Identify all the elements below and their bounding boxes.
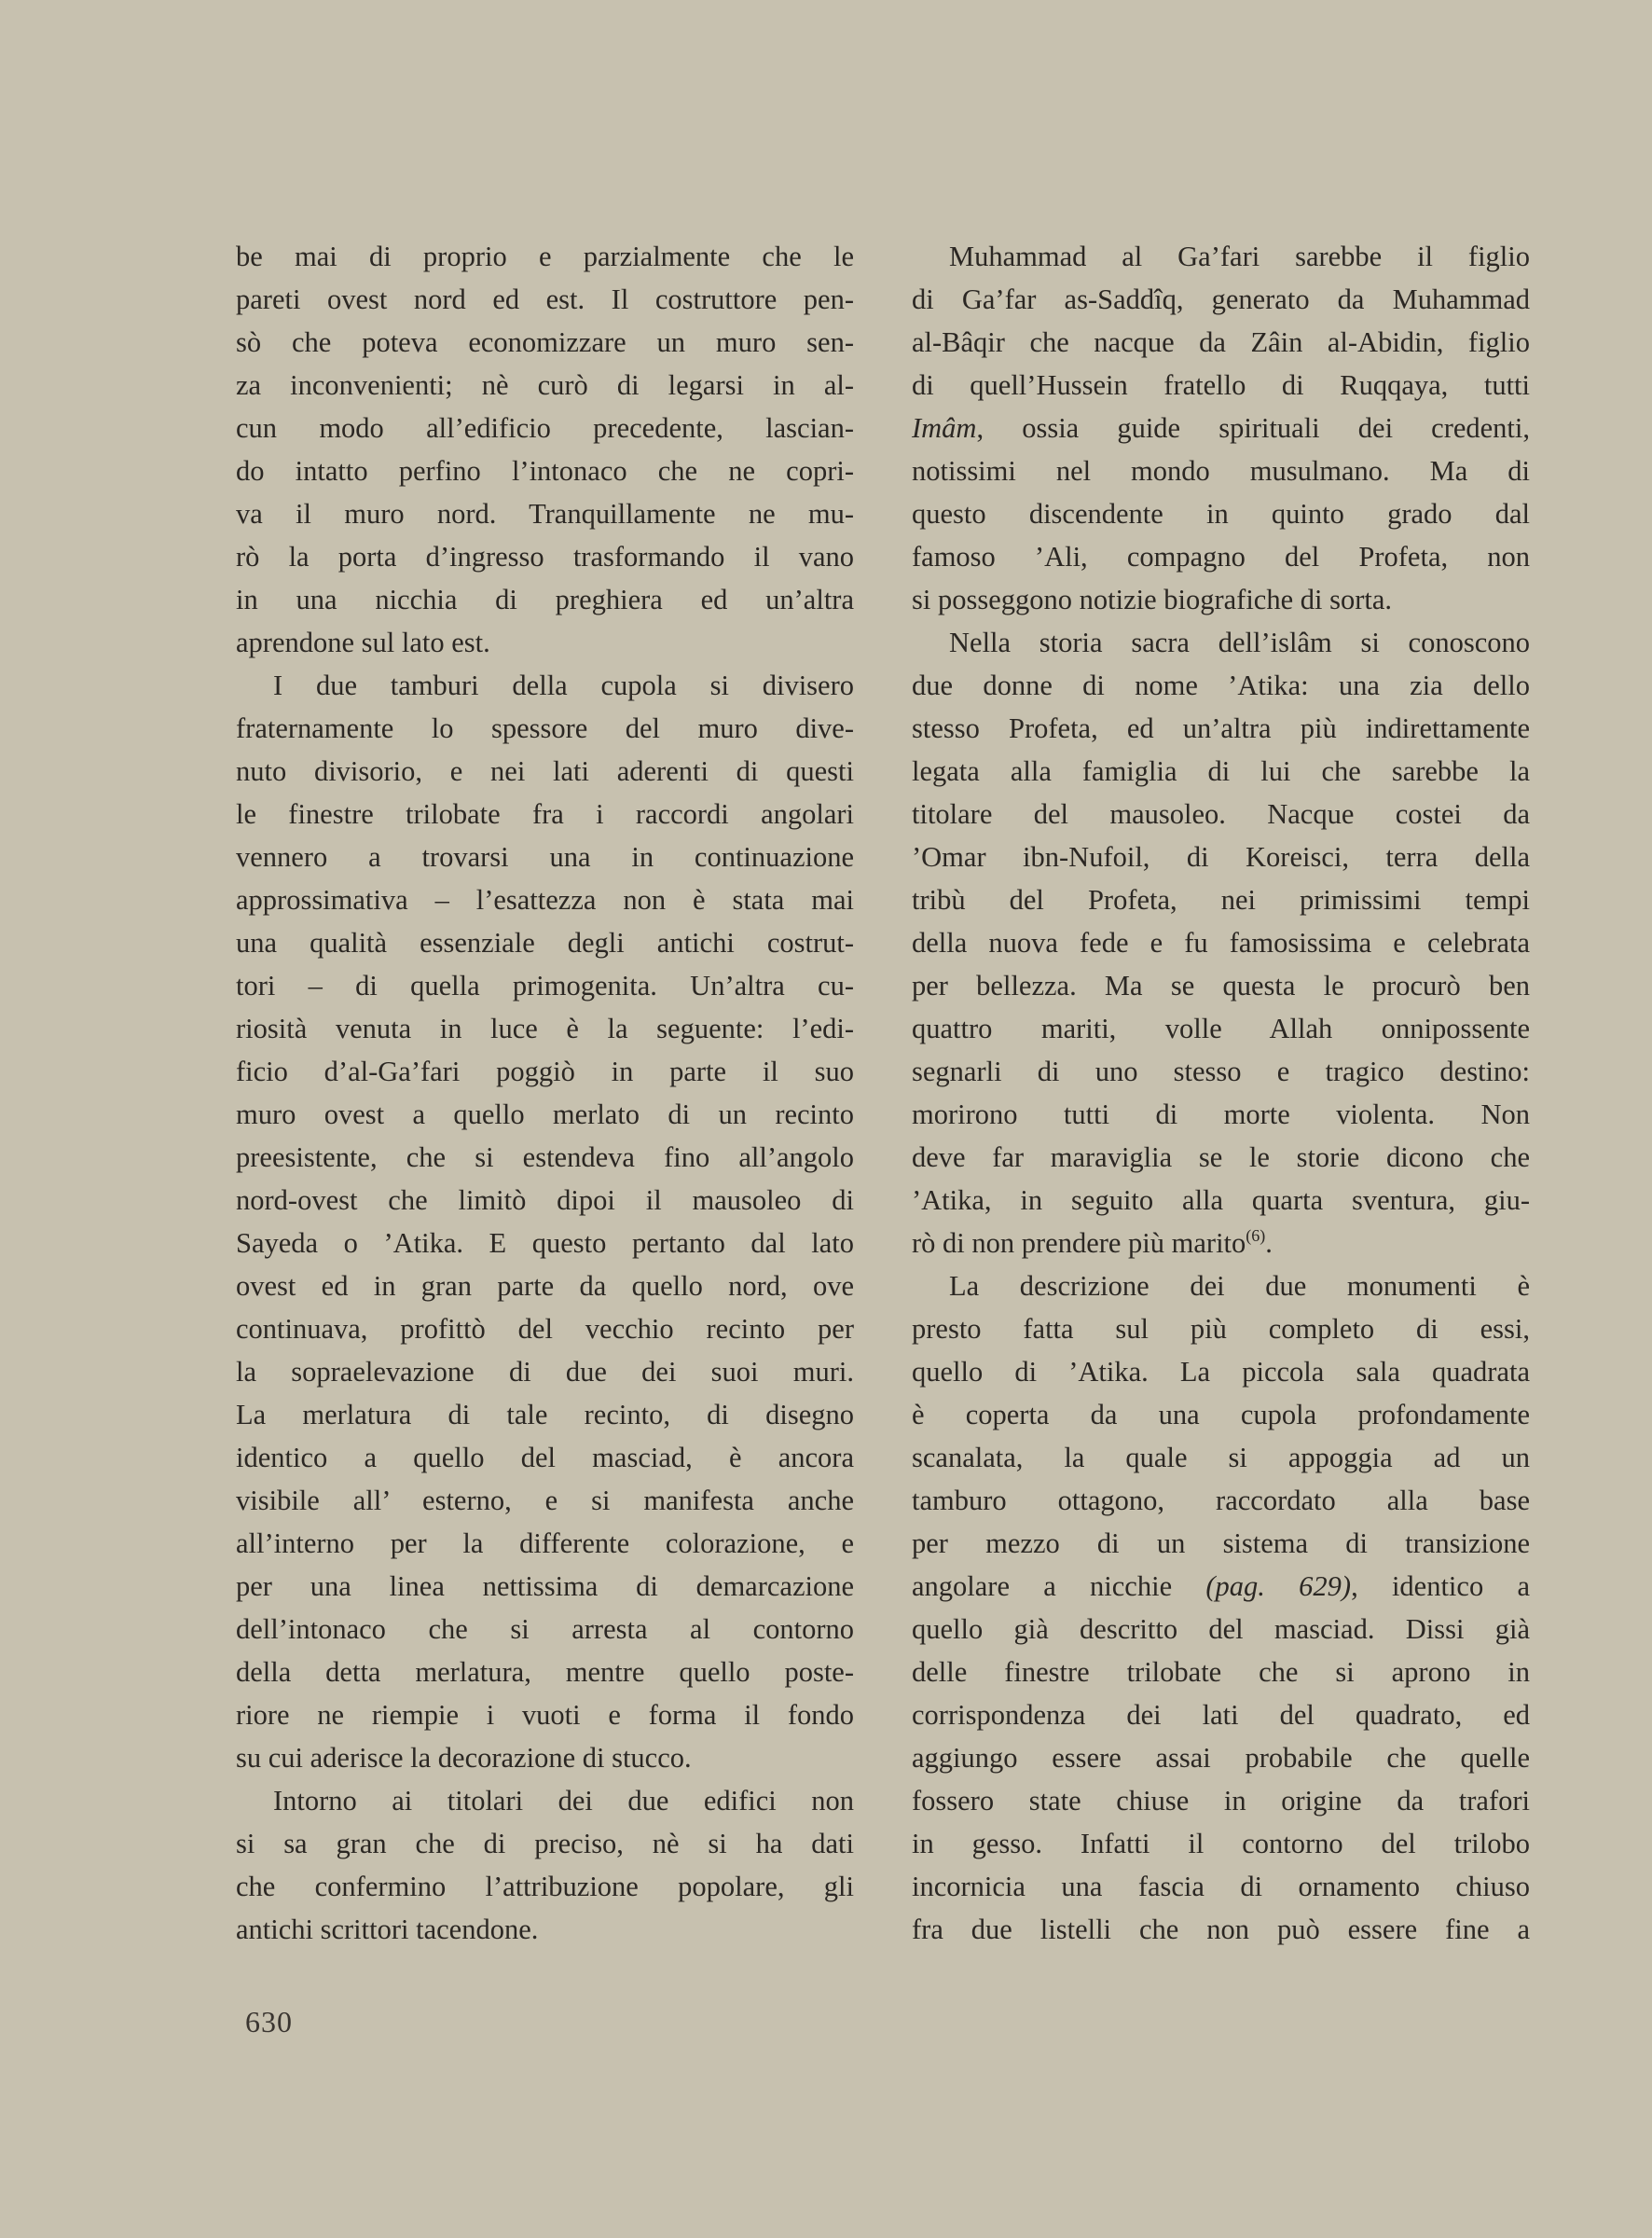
text-line: si sa gran che di preciso, nè si ha dati bbox=[236, 1828, 854, 1859]
text-line: Nella storia sacra dell’islâm si conoscono bbox=[949, 627, 1530, 658]
text-line: corrispondenza dei lati del quadrato, ed bbox=[912, 1699, 1530, 1731]
text-line: tamburo ottagono, raccordato alla base bbox=[912, 1485, 1530, 1516]
text-line: per bellezza. Ma se questa le procurò ben bbox=[912, 970, 1530, 1002]
text-line: in una nicchia di preghiera ed un’altra bbox=[236, 584, 854, 615]
text-line: nord-ovest che limitò dipoi il mausoleo di bbox=[236, 1184, 854, 1216]
text-line: tribù del Profeta, nei primissimi tempi bbox=[912, 884, 1530, 916]
text-line: legata alla famiglia di lui che sarebbe la bbox=[912, 755, 1530, 787]
text-line: rò di non prendere più marito$^{(6)}$. bbox=[912, 1226, 1273, 1259]
text-line: una qualità essenziale degli antichi costrut- bbox=[236, 927, 854, 959]
text-line: ’Atika, in seguito alla quarta sventura, giu- bbox=[912, 1184, 1530, 1216]
text-line: presto fatta sul più completo di essi, bbox=[912, 1313, 1530, 1345]
text-line: tori – di quella primogenita. Un’altra cu- bbox=[236, 970, 854, 1002]
text-line: dell’intonaco che si arresta al contorno bbox=[236, 1613, 854, 1645]
text-line: La merlatura di tale recinto, di disegno bbox=[236, 1399, 854, 1430]
text-line: questo discendente in quinto grado dal bbox=[912, 498, 1530, 530]
text-line: preesistente, che si estendeva fino all’angolo bbox=[236, 1141, 854, 1173]
text-line: per mezzo di un sistema di transizione bbox=[912, 1527, 1530, 1559]
text-line: aggiungo essere assai probabile che quelle bbox=[912, 1742, 1530, 1774]
text-line: do intatto perfino l’intonaco che ne copri- bbox=[236, 455, 854, 487]
text-line: continuava, profittò del vecchio recinto per bbox=[236, 1313, 854, 1345]
text-line: quattro mariti, volle Allah onnipossente bbox=[912, 1013, 1530, 1044]
text-line: identico a quello del masciad, è ancora bbox=[236, 1442, 854, 1473]
text-line: morirono tutti di morte violenta. Non bbox=[912, 1098, 1530, 1130]
page-number: 630 bbox=[245, 2005, 293, 2038]
left-text-column bbox=[236, 235, 854, 1951]
text-line: sò che poteva economizzare un muro sen- bbox=[236, 326, 854, 358]
text-line: segnarli di uno stesso e tragico destino: bbox=[912, 1056, 1530, 1087]
text-line: be mai di proprio e parzialmente che le bbox=[236, 241, 854, 272]
text-line: deve far maraviglia se le storie dicono che bbox=[912, 1141, 1530, 1173]
text-line: aprendone sul lato est. bbox=[236, 627, 490, 658]
text-line: di Ga’far as-Saddîq, generato da Muhammad bbox=[912, 283, 1530, 315]
text-line: fra due listelli che non può essere fine a bbox=[912, 1913, 1530, 1945]
text-line: riosità venuta in luce è la seguente: l’edi- bbox=[236, 1013, 854, 1044]
text-line: due donne di nome ’Atika: una zia dello bbox=[912, 670, 1530, 701]
text-line: vennero a trovarsi una in continuazione bbox=[236, 841, 854, 873]
text-line: titolare del mausoleo. Nacque costei da bbox=[912, 798, 1530, 830]
text-line: rò la porta d’ingresso trasformando il vano bbox=[236, 541, 854, 573]
text-line: all’interno per la differente colorazione, e bbox=[236, 1527, 854, 1559]
text-line: che confermino l’attribuzione popolare, gli bbox=[236, 1871, 854, 1902]
text-line: cun modo all’edificio precedente, lascian- bbox=[236, 412, 854, 444]
text-line: I due tamburi della cupola si divisero bbox=[273, 670, 854, 701]
right-text-column bbox=[912, 235, 1530, 1951]
text-line: ficio d’al-Ga’fari poggiò in parte il suo bbox=[236, 1056, 854, 1087]
text-line: La descrizione dei due monumenti è bbox=[949, 1270, 1530, 1302]
text-line: si posseggono notizie biografiche di sorta. bbox=[912, 584, 1393, 615]
text-line: antichi scrittori tacendone. bbox=[236, 1913, 539, 1945]
text-line: della detta merlatura, mentre quello poste- bbox=[236, 1656, 854, 1688]
text-line: Intorno ai titolari dei due edifici non bbox=[273, 1785, 854, 1817]
text-line: per una linea nettissima di demarcazione bbox=[236, 1570, 854, 1602]
text-line: fraternamente lo spessore del muro dive- bbox=[236, 712, 854, 744]
text-line: angolare a nicchie (pag. 629), identico a bbox=[912, 1570, 1530, 1602]
text-line: nuto divisorio, e nei lati aderenti di questi bbox=[236, 755, 854, 787]
text-line: visibile all’ esterno, e si manifesta anche bbox=[236, 1485, 854, 1516]
text-line: della nuova fede e fu famosissima e celebrata bbox=[912, 927, 1530, 959]
text-line: riore ne riempie i vuoti e forma il fondo bbox=[236, 1699, 854, 1731]
text-line: quello di ’Atika. La piccola sala quadrata bbox=[912, 1356, 1530, 1388]
text-line: pareti ovest nord ed est. Il costruttore pen- bbox=[236, 283, 854, 315]
text-line: approssimativa – l’esattezza non è stata mai bbox=[236, 884, 854, 916]
text-line: quello già descritto del masciad. Dissi già bbox=[912, 1613, 1530, 1645]
text-line: Muhammad al Ga’fari sarebbe il figlio bbox=[949, 241, 1530, 272]
text-line: notissimi nel mondo musulmano. Ma di bbox=[912, 455, 1530, 487]
text-line: la sopraelevazione di due dei suoi muri. bbox=[236, 1356, 854, 1388]
text-line: in gesso. Infatti il contorno del trilobo bbox=[912, 1828, 1530, 1859]
text-line: incornicia una fascia di ornamento chiuso bbox=[912, 1871, 1530, 1902]
text-line: Imâm, ossia guide spirituali dei credenti, bbox=[912, 412, 1530, 444]
text-line: va il muro nord. Tranquillamente ne mu- bbox=[236, 498, 854, 530]
text-line: ’Omar ibn-Nufoil, di Koreisci, terra della bbox=[912, 841, 1530, 873]
text-line: za inconvenienti; nè curò di legarsi in al- bbox=[236, 369, 854, 401]
footnote-reference: (6) bbox=[1246, 1226, 1266, 1245]
text-line: è coperta da una cupola profondamente bbox=[912, 1399, 1530, 1430]
text-line: di quell’Hussein fratello di Ruqqaya, tutti bbox=[912, 369, 1530, 401]
text-line: delle finestre trilobate che si aprono in bbox=[912, 1656, 1530, 1688]
text-line: Sayeda o ’Atika. E questo pertanto dal lato bbox=[236, 1227, 854, 1259]
text-line: su cui aderisce la decorazione di stucco. bbox=[236, 1742, 692, 1774]
text-line: fossero state chiuse in origine da trafori bbox=[912, 1785, 1530, 1817]
text-line: al-Bâqir che nacque da Zâin al-Abidin, figlio bbox=[912, 326, 1530, 358]
text-line: stesso Profeta, ed un’altra più indirettamente bbox=[912, 712, 1530, 744]
text-line: famoso ’Ali, compagno del Profeta, non bbox=[912, 541, 1530, 573]
text-line: ovest ed in gran parte da quello nord, ove bbox=[236, 1270, 854, 1302]
text-line: scanalata, la quale si appoggia ad un bbox=[912, 1442, 1530, 1473]
text-line: le finestre trilobate fra i raccordi angolari bbox=[236, 798, 854, 830]
text-line: muro ovest a quello merlato di un recinto bbox=[236, 1098, 854, 1130]
